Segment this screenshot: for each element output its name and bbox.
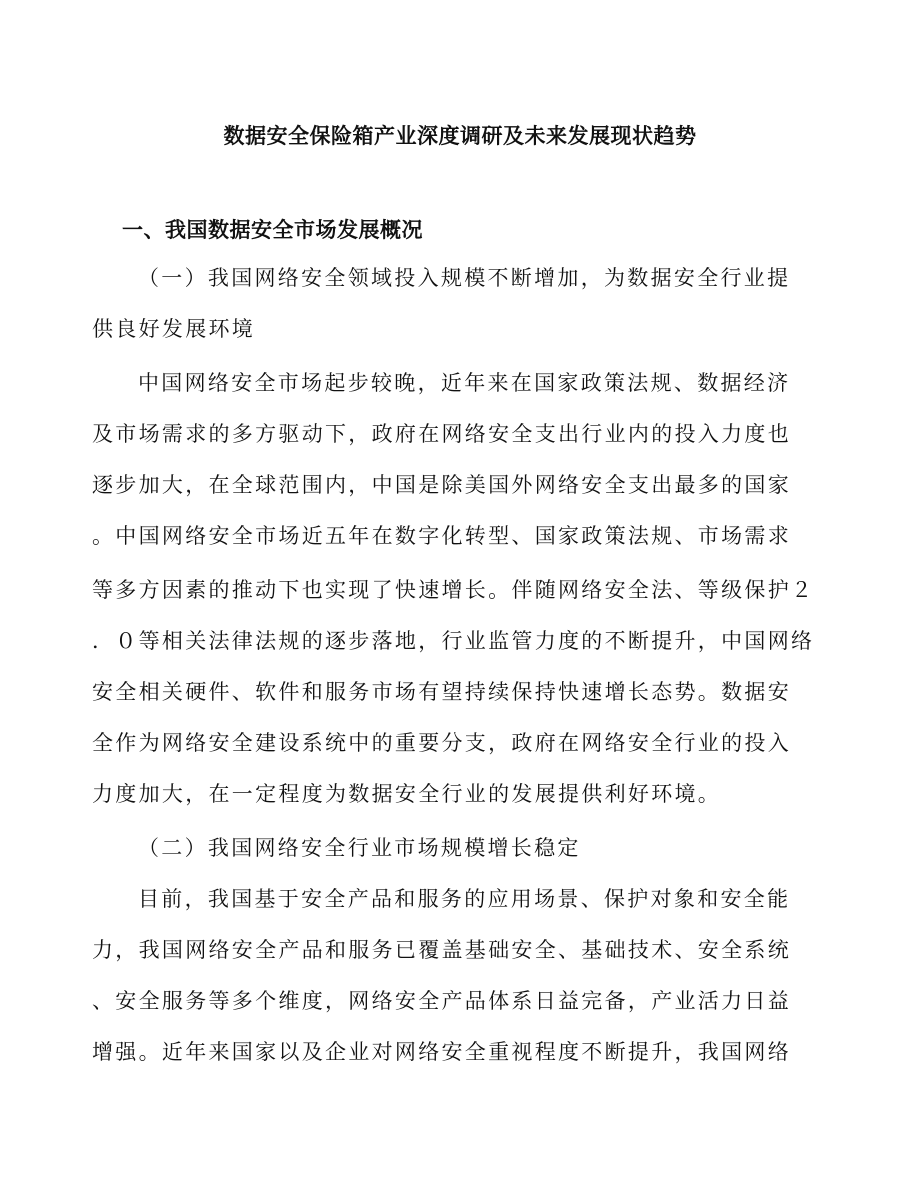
- paragraph-2-line-2: 力，我国网络安全产品和服务已覆盖基础安全、基础技术、安全系统: [92, 938, 791, 962]
- paragraph-1-line-7: 安全相关硬件、软件和服务市场有望持续保持快速增长态势。数据安: [92, 680, 791, 704]
- paragraph-1-line-6: ．０等相关法律法规的逐步落地，行业监管力度的不断提升，中国网络: [92, 629, 815, 653]
- paragraph-1-line-8: 全作为网络安全建设系统中的重要分支，政府在网络安全行业的投入: [92, 731, 791, 755]
- section-heading: 一、我国数据安全市场发展概况: [122, 217, 423, 242]
- paragraph-1-line-1: 中国网络安全市场起步较晚，近年来在国家政策法规、数据经济: [138, 371, 791, 395]
- paragraph-2-line-4: 增强。近年来国家以及企业对网络安全重视程度不断提升，我国网络: [92, 1040, 791, 1064]
- paragraph-2-line-1: 目前，我国基于安全产品和服务的应用场景、保护对象和安全能: [138, 887, 791, 911]
- paragraph-1-line-2: 及市场需求的多方驱动下，政府在网络安全支出行业内的投入力度也: [92, 422, 791, 446]
- subsection-2-heading: （二）我国网络安全行业市场规模增长稳定: [138, 836, 581, 860]
- subsection-1-heading-line-1: （一）我国网络安全领域投入规模不断增加，为数据安全行业提: [138, 266, 791, 290]
- paragraph-1-line-5: 等多方因素的推动下也实现了快速增长。伴随网络安全法、等级保护２: [92, 578, 815, 602]
- paragraph-1-line-4: 。中国网络安全市场近五年在数字化转型、国家政策法规、市场需求: [92, 524, 791, 548]
- paragraph-1-line-3: 逐步加大，在全球范围内，中国是除美国外网络安全支出最多的国家: [92, 473, 791, 497]
- paragraph-1-line-9: 力度加大，在一定程度为数据安全行业的发展提供利好环境。: [92, 782, 722, 806]
- paragraph-2-line-3: 、安全服务等多个维度，网络安全产品体系日益完备，产业活力日益: [92, 989, 791, 1013]
- subsection-1-heading-line-2: 供良好发展环境: [92, 317, 256, 341]
- document-title: 数据安全保险箱产业深度调研及未来发展现状趋势: [223, 123, 697, 148]
